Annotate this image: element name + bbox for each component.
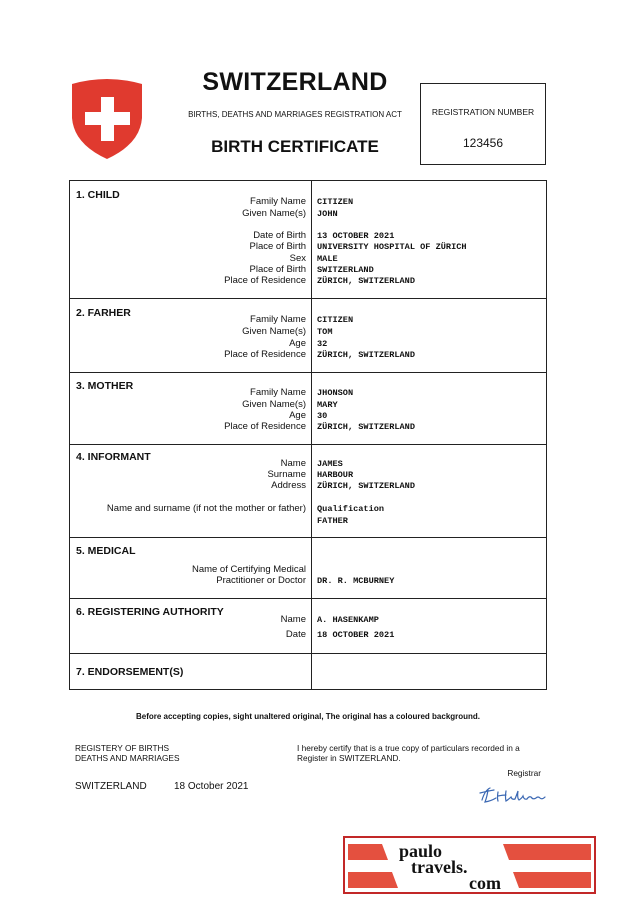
registry-line2: DEATHS AND MARRIAGES	[75, 753, 180, 763]
original-notice: Before accepting copies, sight unaltered original, The original has a coloured background.	[135, 712, 481, 721]
medical-label-line2: Practitioner or Doctor	[216, 575, 306, 586]
row-divider	[70, 653, 546, 654]
row-divider	[70, 598, 546, 599]
row-divider	[70, 372, 546, 373]
child-family-name: CITIZEN	[317, 197, 354, 207]
authority-name-label: Name	[280, 614, 306, 625]
informant-qualification-label: Qualification	[317, 504, 385, 514]
child-family-name-label: Family Name	[250, 196, 306, 207]
row-divider	[70, 444, 546, 445]
child-dob: 13 OCTOBER 2021	[317, 231, 395, 241]
informant-relation-label: Name and surname (if not the mother or father)	[106, 503, 306, 514]
row-divider	[70, 537, 546, 538]
child-pob2-label: Place of Birth	[249, 264, 306, 275]
father-family-name-label: Family Name	[250, 314, 306, 325]
footer-place: SWITZERLAND	[75, 781, 147, 792]
authority-date: 18 OCTOBER 2021	[317, 630, 395, 640]
watermark-line3: com	[469, 873, 501, 893]
child-pob-label: Place of Birth	[249, 241, 306, 252]
informant-surname: HARBOUR	[317, 470, 354, 480]
informant-qualification: FATHER	[317, 516, 348, 526]
certify-line1: I hereby certify that is a true copy of particulars recorded in a	[297, 743, 520, 753]
father-age-label: Age	[289, 338, 306, 349]
certificate-table	[69, 180, 547, 690]
footer-date: 18 October 2021	[174, 781, 249, 792]
informant-name-label: Name	[280, 458, 306, 469]
child-residence: ZÜRICH, SWITZERLAND	[317, 276, 415, 286]
authority-name: A. HASENKAMP	[317, 615, 379, 625]
row-divider	[70, 298, 546, 299]
country-title: SWITZERLAND	[202, 68, 388, 96]
father-age: 32	[317, 339, 328, 349]
father-residence: ZÜRICH, SWITZERLAND	[317, 350, 415, 360]
child-dob-label: Date of Birth	[253, 230, 306, 241]
mother-family-name: JHONSON	[317, 388, 354, 398]
child-sex-label: Sex	[289, 253, 306, 264]
father-family-name: CITIZEN	[317, 315, 354, 325]
watermark-line2: travels.	[411, 857, 468, 877]
child-given-names: JOHN	[317, 209, 338, 219]
certify-line2: Register in SWITZERLAND.	[297, 753, 401, 763]
section-father-heading: 2. FARHER	[76, 307, 131, 319]
child-given-names-label: Given Name(s)	[242, 208, 306, 219]
child-pob: UNIVERSITY HOSPITAL OF ZÜRICH	[317, 242, 467, 252]
registration-number: 123456	[462, 136, 504, 150]
registration-number-label: REGISTRATION NUMBER	[431, 107, 535, 117]
authority-date-label: Date	[285, 629, 306, 640]
section-child-heading: 1. CHILD	[76, 189, 120, 201]
mother-given-names-label: Given Name(s)	[242, 399, 306, 410]
informant-address: ZÜRICH, SWITZERLAND	[317, 481, 415, 491]
father-residence-label: Place of Residence	[224, 349, 306, 360]
father-given-names-label: Given Name(s)	[242, 326, 306, 337]
informant-surname-label: Surname	[267, 469, 306, 480]
child-sex: MALE	[317, 254, 338, 264]
mother-age-label: Age	[289, 410, 306, 421]
mother-residence: ZÜRICH, SWITZERLAND	[317, 422, 415, 432]
registrar-label: Registrar	[507, 768, 541, 778]
section-endorsement-heading: 7. ENDORSEMENT(S)	[76, 666, 184, 678]
child-pob2: SWITZERLAND	[317, 265, 374, 275]
section-informant-heading: 4. INFORMANT	[76, 451, 151, 463]
watermark-line1: paulo	[399, 841, 443, 861]
informant-name: JAMES	[317, 459, 343, 469]
child-residence-label: Place of Residence	[224, 275, 306, 286]
document-title: BIRTH CERTIFICATE	[211, 137, 379, 156]
section-mother-heading: 3. MOTHER	[76, 380, 134, 392]
watermark-logo	[343, 836, 596, 894]
registry-line1: REGISTERY OF BIRTHS	[75, 743, 170, 753]
informant-address-label: Address	[271, 480, 306, 491]
mother-family-name-label: Family Name	[250, 387, 306, 398]
swiss-shield-icon	[68, 78, 146, 160]
mother-given-names: MARY	[317, 400, 338, 410]
section-medical-heading: 5. MEDICAL	[76, 545, 136, 557]
registration-act: BIRTHS, DEATHS AND MARRIAGES REGISTRATION ACT	[188, 110, 402, 119]
column-divider	[311, 181, 312, 689]
registration-number-box	[420, 83, 546, 165]
father-given-names: TOM	[317, 327, 333, 337]
mother-residence-label: Place of Residence	[224, 421, 306, 432]
section-authority-heading: 6. REGISTERING AUTHORITY	[76, 606, 224, 618]
mother-age: 30	[317, 411, 328, 421]
medical-label-line1: Name of Certifying Medical	[191, 564, 306, 575]
medical-doctor: DR. R. MCBURNEY	[317, 576, 395, 586]
registrar-signature-icon	[476, 784, 548, 806]
